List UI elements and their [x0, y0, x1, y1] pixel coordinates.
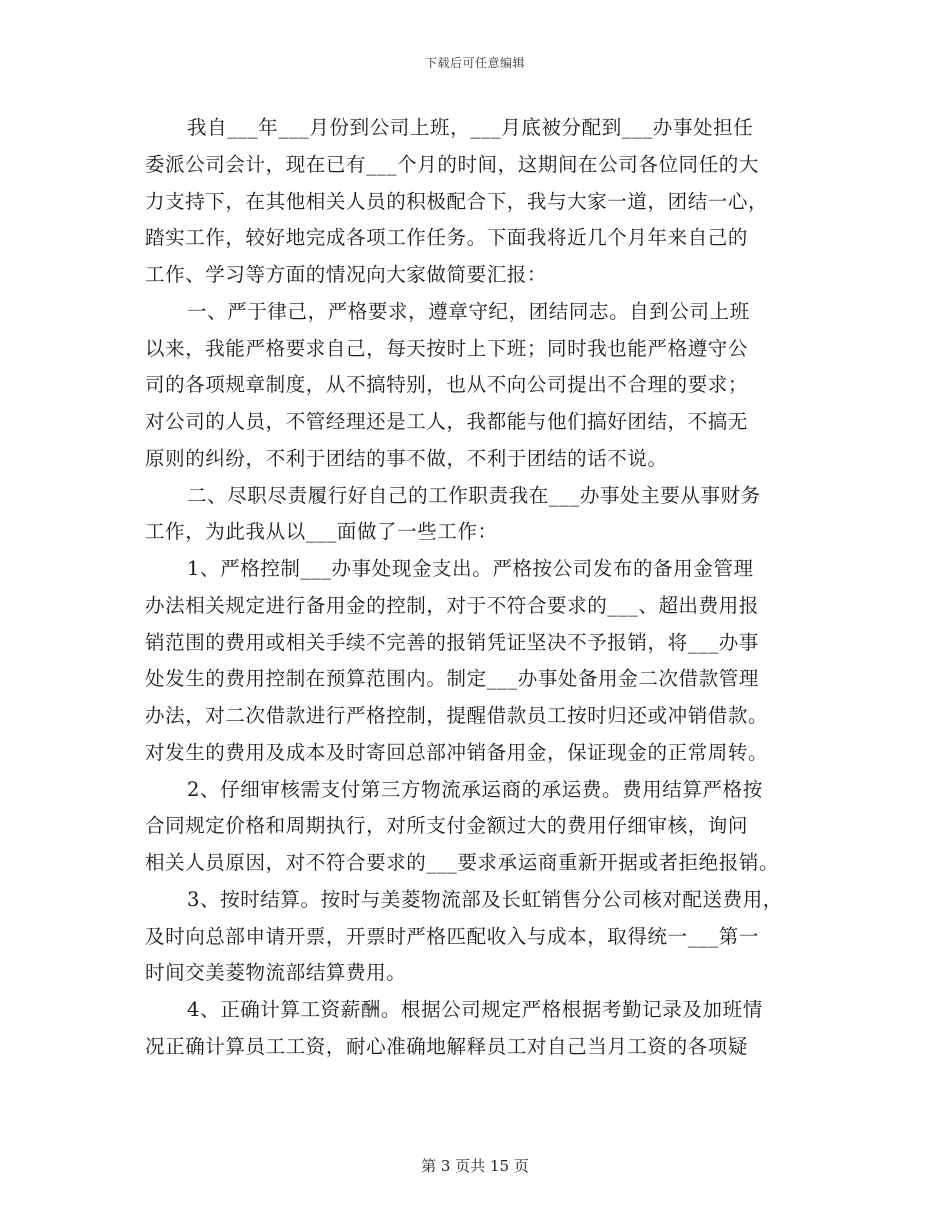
text-line: 办法，对二次借款进行严格控制，提醒借款员工按时归还或冲销借款。	[145, 704, 769, 727]
text-line: 工作，为此我从以___面做了一些工作：	[145, 520, 498, 544]
text-line: 二、尽职尽责履行好自己的工作职责我在___办事处主要从事财务	[187, 483, 761, 507]
text-line: 对公司的人员，不管经理还是工人，我都能与他们搞好团结，不搞无	[145, 410, 749, 433]
text-line: 合同规定价格和周期执行，对所支付金额过大的费用仔细审核，询问	[145, 814, 749, 838]
document-body	[145, 110, 825, 1066]
page-footer: 第 3 页共 15 页	[421, 1157, 529, 1175]
text-line: 一、严于律己，严格要求，遵章守纪，团结同志。自到公司上班	[187, 299, 750, 323]
text-line: 工作、学习等方面的情况向大家做简要汇报：	[145, 263, 548, 286]
page-header: 下载后可任意编辑	[424, 56, 525, 70]
text-line: 以来，我能严格要求自己，每天按时上下班；同时我也能严格遵守公	[145, 336, 749, 360]
text-line: 销范围的费用或相关手续不完善的报销凭证坚决不予报销，将___办事	[145, 630, 759, 654]
text-line: 3、按时结算。按时与美菱物流部及长虹销售分公司核对配送费用，	[187, 887, 783, 911]
text-line: 时间交美菱物流部结算费用。	[145, 961, 407, 985]
text-line: 力支持下，在其他相关人员的积极配合下，我与大家一道，团结一心，	[145, 189, 769, 213]
text-line: 踏实工作，较好地完成各项工作任务。下面我将近几个月年来自己的	[145, 226, 749, 250]
text-line: 1、严格控制___办事处现金支出。严格按公司发布的备用金管理	[187, 557, 754, 580]
text-line: 对发生的费用及成本及时寄回总部冲销备用金，保证现金的正常周转。	[145, 740, 769, 764]
text-line: 委派公司会计，现在已有___个月的时间，这期间在公司各位同任的大	[145, 152, 759, 176]
text-line: 相关人员原因，对不符合要求的___要求承运商重新开据或者拒绝报销。	[145, 851, 780, 874]
text-line: 司的各项规章制度，从不搞特别，也从不向公司提出不合理的要求；	[145, 373, 749, 397]
text-line: 况正确计算员工工资，耐心准确地解释员工对自己当月工资的各项疑	[145, 1034, 749, 1058]
text-line: 办法相关规定进行备用金的控制，对于不符合要求的___、超出费用报	[145, 593, 759, 617]
text-line: 及时向总部申请开票，开票时严格匹配收入与成本，取得统一___第一	[145, 924, 759, 948]
text-line: 4、正确计算工资薪酬。根据公司规定严格根据考勤记录及加班情	[187, 998, 763, 1021]
text-line: 原则的纠纷，不利于团结的事不做，不利于团结的话不说。	[145, 446, 668, 470]
text-line: 我自___年___月份到公司上班，___月底被分配到___办事处担任	[187, 116, 754, 139]
text-line: 处发生的费用控制在预算范围内。制定___办事处备用金二次借款管理	[145, 667, 759, 691]
text-line: 2、仔细审核需支付第三方物流承运商的承运费。费用结算严格按	[187, 777, 763, 801]
